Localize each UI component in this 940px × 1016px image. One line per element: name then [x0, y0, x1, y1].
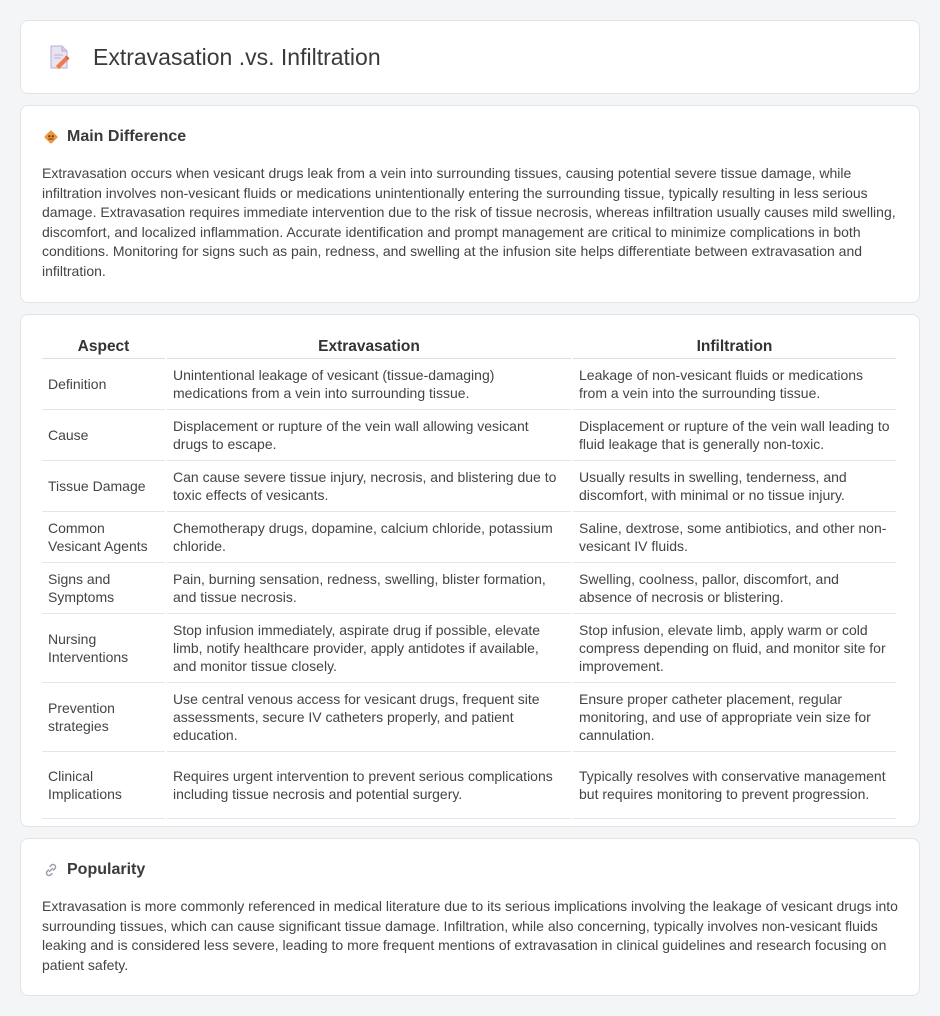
table-row [42, 563, 896, 614]
comparison-table [40, 337, 898, 819]
popularity-title: Popularity [67, 861, 146, 878]
main-difference-text: Extravasation occurs when vesicant drugs leak from a vein into surrounding tissues, causing potential severe tissue damage, while infiltration involves non-vesicant fluids or medications unintentionally entering the surrounding tissue, typically resulting in less serious damage. Extravasation requires immediate intervention due to the risk of tissue necrosis, whereas infiltration usually causes mild swelling, discomfort, and localized inflammation. Accurate identification and prompt management are critical to minimize complications in both conditions. Monitoring for signs such as pain, redness, and swelling at the infusion site helps differentiate between extravasation and infiltration. [42, 165, 896, 279]
row-extravasation: Displacement or rupture of the vein wall allowing vesicant drugs to escape. [167, 410, 571, 461]
main-difference-heading [42, 128, 899, 146]
row-extravasation: Can cause severe tissue injury, necrosis, and blistering due to toxic effects of vesicants. [167, 461, 571, 512]
row-aspect: Prevention strategies [42, 683, 165, 752]
popularity-text: Extravasation is more commonly referenced in medical literature due to its serious implications involving the leakage of vesicant drugs into surrounding tissues, which can cause significant tissue damage. Infiltration, while also concerning, typically involves non-vesicant fluids leaking and is considered less severe, leading to more frequent mentions of extravasation in clinical guidelines and research focusing on patient safety. [42, 898, 898, 973]
row-aspect: Cause [42, 410, 165, 461]
row-infiltration: Stop infusion, elevate limb, apply warm or cold compress depending on fluid, and monitor site for improvement. [573, 614, 896, 683]
header-extravasation: Extravasation [167, 337, 571, 359]
main-difference-title: Main Difference [67, 128, 187, 145]
row-aspect: Tissue Damage [42, 461, 165, 512]
row-extravasation: Stop infusion immediately, aspirate drug if possible, elevate limb, notify healthcare provider, apply antidotes if available, and monitor tissue closely. [167, 614, 571, 683]
table-row [42, 614, 896, 683]
main-difference-section [20, 105, 920, 303]
row-extravasation: Pain, burning sensation, redness, swelling, blister formation, and tissue necrosis. [167, 563, 571, 614]
row-aspect: Common Vesicant Agents [42, 512, 165, 563]
diamond-sign-icon [42, 128, 60, 146]
table-row [42, 461, 896, 512]
row-infiltration: Displacement or rupture of the vein wall leading to fluid leakage that is generally non-toxic. [573, 410, 896, 461]
row-infiltration: Usually results in swelling, tenderness, and discomfort, with minimal or no tissue injury. [573, 461, 896, 512]
row-extravasation: Chemotherapy drugs, dopamine, calcium chloride, potassium chloride. [167, 512, 571, 563]
table-row [42, 752, 896, 819]
row-aspect: Definition [42, 359, 165, 410]
row-extravasation: Use central venous access for vesicant drugs, frequent site assessments, secure IV catheters properly, and patient education. [167, 683, 571, 752]
row-infiltration: Swelling, coolness, pallor, discomfort, and absence of necrosis or blistering. [573, 563, 896, 614]
page-title: Extravasation .vs. Infiltration [93, 43, 381, 70]
title-card [20, 20, 920, 94]
comparison-table-section [20, 314, 920, 827]
table-row [42, 410, 896, 461]
row-infiltration: Ensure proper catheter placement, regular monitoring, and use of appropriate vein size for cannulation. [573, 683, 896, 752]
row-infiltration: Saline, dextrose, some antibiotics, and other non-vesicant IV fluids. [573, 512, 896, 563]
row-extravasation: Requires urgent intervention to prevent serious complications including tissue necrosis and potential surgery. [167, 752, 571, 819]
header-aspect: Aspect [42, 337, 165, 359]
document-edit-icon [47, 44, 71, 70]
popularity-heading [42, 861, 899, 879]
link-icon [42, 861, 60, 879]
row-infiltration: Typically resolves with conservative management but requires monitoring to prevent progression. [573, 752, 896, 819]
table-row [42, 683, 896, 752]
row-aspect: Nursing Interventions [42, 614, 165, 683]
popularity-section [20, 838, 920, 996]
table-row [42, 512, 896, 563]
row-infiltration: Leakage of non-vesicant fluids or medications from a vein into the surrounding tissue. [573, 359, 896, 410]
header-infiltration: Infiltration [573, 337, 896, 359]
table-header-row [42, 337, 896, 359]
row-aspect: Clinical Implications [42, 752, 165, 819]
table-row [42, 359, 896, 410]
row-extravasation: Unintentional leakage of vesicant (tissue-damaging) medications from a vein into surrounding tissue. [167, 359, 571, 410]
row-aspect: Signs and Symptoms [42, 563, 165, 614]
